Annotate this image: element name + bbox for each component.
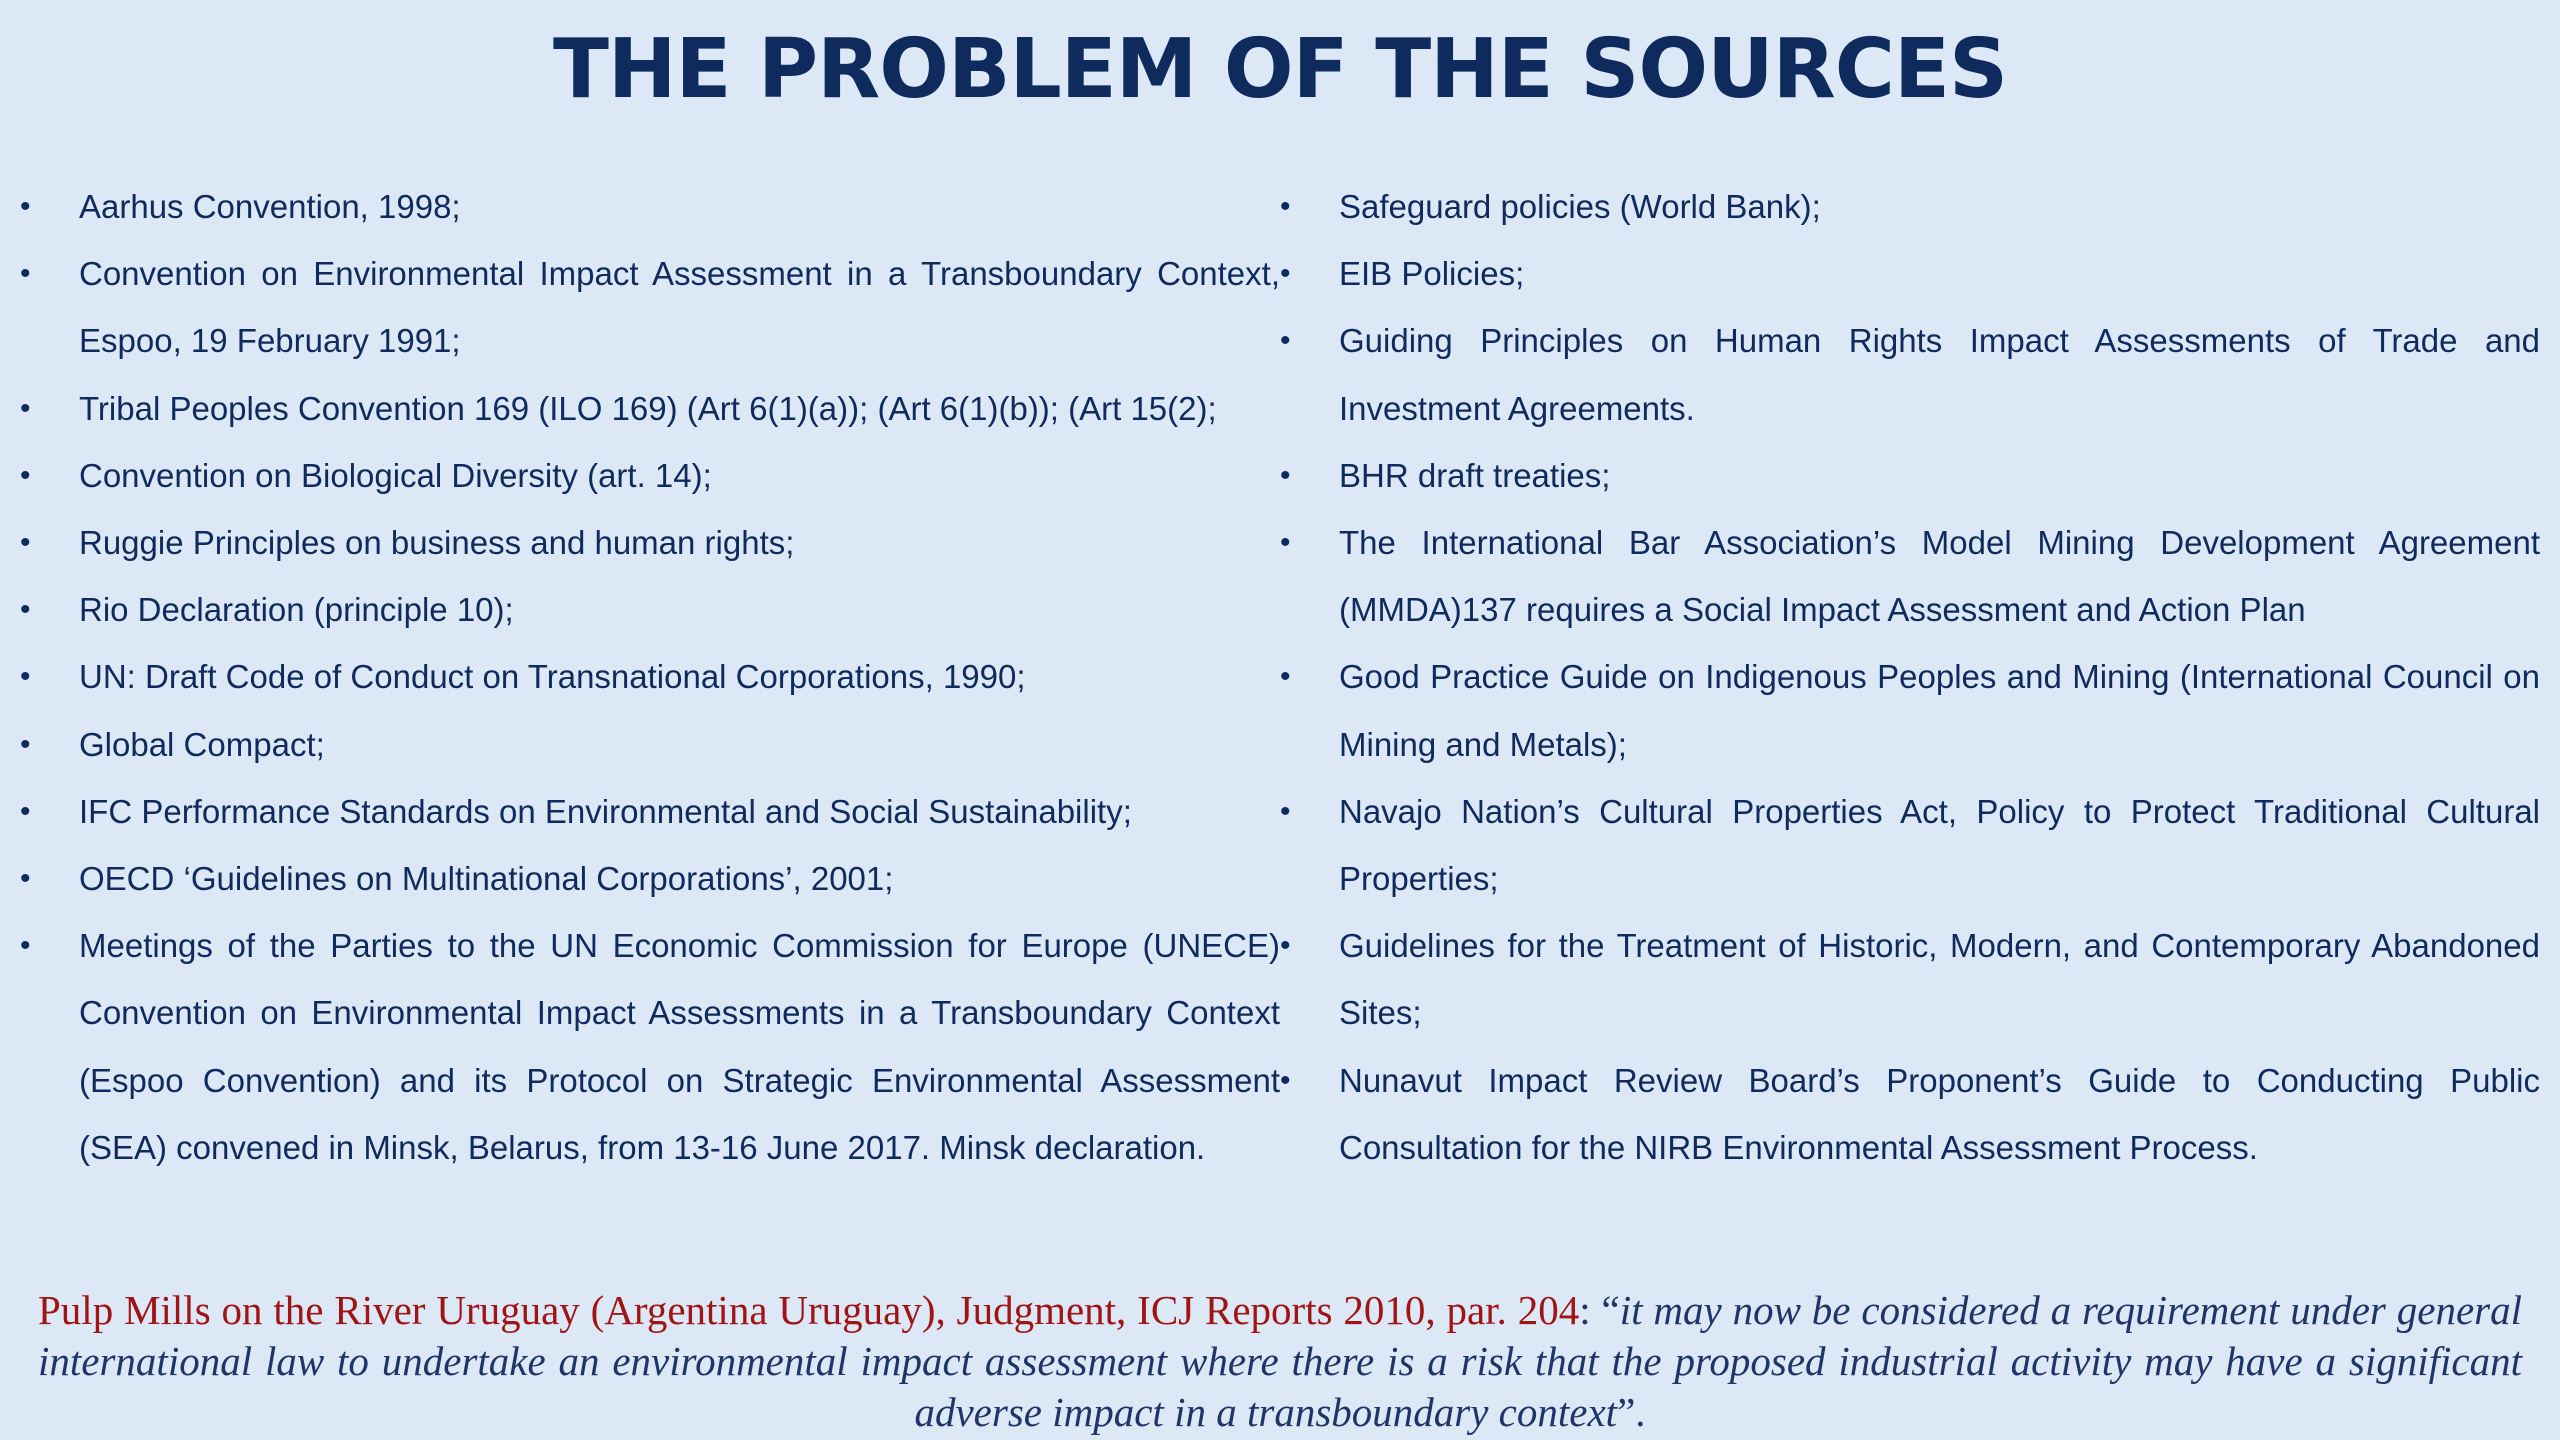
judgment-citation	[38, 1285, 2522, 1438]
list-item	[1280, 240, 2540, 307]
list-item	[20, 643, 1280, 710]
list-item-text: Ruggie Principles on business and human rights;	[79, 524, 795, 562]
judgment-quote: it may now be considered a requirement under general international law to undertake an environmental impact assessment where there is a risk that the proposed industrial activity may have a significant adverse impact in a transboundary context	[38, 1287, 2522, 1435]
list-item-text: Aarhus Convention, 1998;	[79, 188, 461, 225]
quote-close: ”.	[1617, 1389, 1646, 1435]
list-item-text: Guidelines for the Treatment of Historic, Modern, and Contemporary Abandoned Sites;	[1339, 927, 2540, 1032]
list-item	[20, 912, 1280, 1181]
list-item-text: UN: Draft Code of Conduct on Transnational Corporations, 1990;	[79, 658, 1026, 696]
bullet-icon: •	[1280, 1063, 1291, 1097]
list-item-text: IFC Performance Standards on Environmental and Social Sustainability;	[79, 792, 1132, 830]
list-item	[20, 778, 1280, 845]
list-item	[20, 240, 1280, 374]
bullet-icon: •	[1280, 660, 1291, 694]
bullet-icon: •	[20, 526, 31, 560]
list-item-text: Rio Declaration (principle 10);	[79, 591, 514, 629]
list-item-text: Convention on Biological Diversity (art. 14);	[79, 456, 712, 494]
list-item-text: The International Bar Association’s Model Mining Development Agreement (MMDA)137 requires a Social Impact Assessment and Action Plan	[1339, 524, 2540, 629]
bullet-icon: •	[1280, 794, 1291, 828]
list-item	[1280, 173, 2540, 240]
list-item	[1280, 509, 2540, 643]
quote-open: : “	[1579, 1287, 1620, 1333]
list-item	[1280, 912, 2540, 1046]
list-item	[20, 173, 1280, 240]
list-item	[1280, 442, 2540, 509]
right-source-list	[1280, 173, 2540, 1181]
bullet-icon: •	[20, 190, 31, 223]
bullet-icon: •	[20, 257, 31, 291]
list-item-text: Meetings of the Parties to the UN Economic Commission for Europe (UNECE) Convention on Environmental Impact Assessments in a Transboundary Context (Espoo Convention) and its Protocol on Strategic Environmental Assessment (SEA) convened in Minsk, Belarus, from 13-16 June 2017. Minsk declaration.	[79, 927, 1280, 1166]
list-item-text: Global Compact;	[79, 725, 325, 763]
bullet-icon: •	[1280, 324, 1291, 358]
list-item	[20, 711, 1280, 778]
bullet-icon: •	[20, 727, 31, 761]
case-reference: Pulp Mills on the River Uruguay (Argentina Uruguay), Judgment, ICJ Reports 2010, par. 204	[38, 1287, 1580, 1333]
list-item-text: Nunavut Impact Review Board’s Proponent’s Guide to Conducting Public Consultation for the NIRB Environmental Assessment Process.	[1339, 1061, 2540, 1166]
list-item	[1280, 643, 2540, 777]
page-title: THE PROBLEM OF THE SOURCES	[552, 22, 2008, 117]
list-item-text: Convention on Environmental Impact Assessment in a Transboundary Context, Espoo, 19 February 1991;	[79, 255, 1280, 360]
bullet-icon: •	[20, 458, 31, 492]
list-item-text: Guiding Principles on Human Rights Impact Assessments of Trade and Investment Agreements.	[1339, 322, 2540, 427]
bullet-icon: •	[20, 794, 31, 828]
bullet-icon: •	[20, 391, 31, 425]
list-item	[20, 845, 1280, 912]
left-source-list	[20, 173, 1280, 1181]
list-item	[1280, 307, 2540, 441]
list-item	[1280, 778, 2540, 912]
list-item-text: Good Practice Guide on Indigenous Peoples and Mining (International Council on Mining and Metals);	[1339, 658, 2540, 763]
bullet-icon: •	[1280, 257, 1291, 291]
bullet-icon: •	[20, 593, 31, 627]
list-item-text: BHR draft treaties;	[1339, 456, 1611, 494]
bullet-icon: •	[1280, 929, 1291, 963]
bullet-icon: •	[20, 660, 31, 694]
bullet-icon: •	[1280, 458, 1291, 492]
bullet-icon: •	[1280, 526, 1291, 560]
list-item-text: EIB Policies;	[1339, 255, 1525, 293]
bullet-icon: •	[20, 929, 31, 963]
list-item	[1280, 1047, 2540, 1181]
list-item-text: Navajo Nation’s Cultural Properties Act, Policy to Protect Traditional Cultural Properties;	[1339, 792, 2540, 898]
list-item	[20, 375, 1280, 442]
list-item-text: Safeguard policies (World Bank);	[1339, 188, 1821, 225]
bullet-icon: •	[1280, 190, 1291, 223]
list-item	[20, 576, 1280, 643]
bullet-icon: •	[20, 862, 31, 896]
list-item	[20, 509, 1280, 576]
list-item-text: OECD ‘Guidelines on Multinational Corporations’, 2001;	[79, 860, 894, 898]
list-item	[20, 442, 1280, 509]
list-item-text: Tribal Peoples Convention 169 (ILO 169) (Art 6(1)(a)); (Art 6(1)(b)); (Art 15(2);	[79, 389, 1217, 427]
